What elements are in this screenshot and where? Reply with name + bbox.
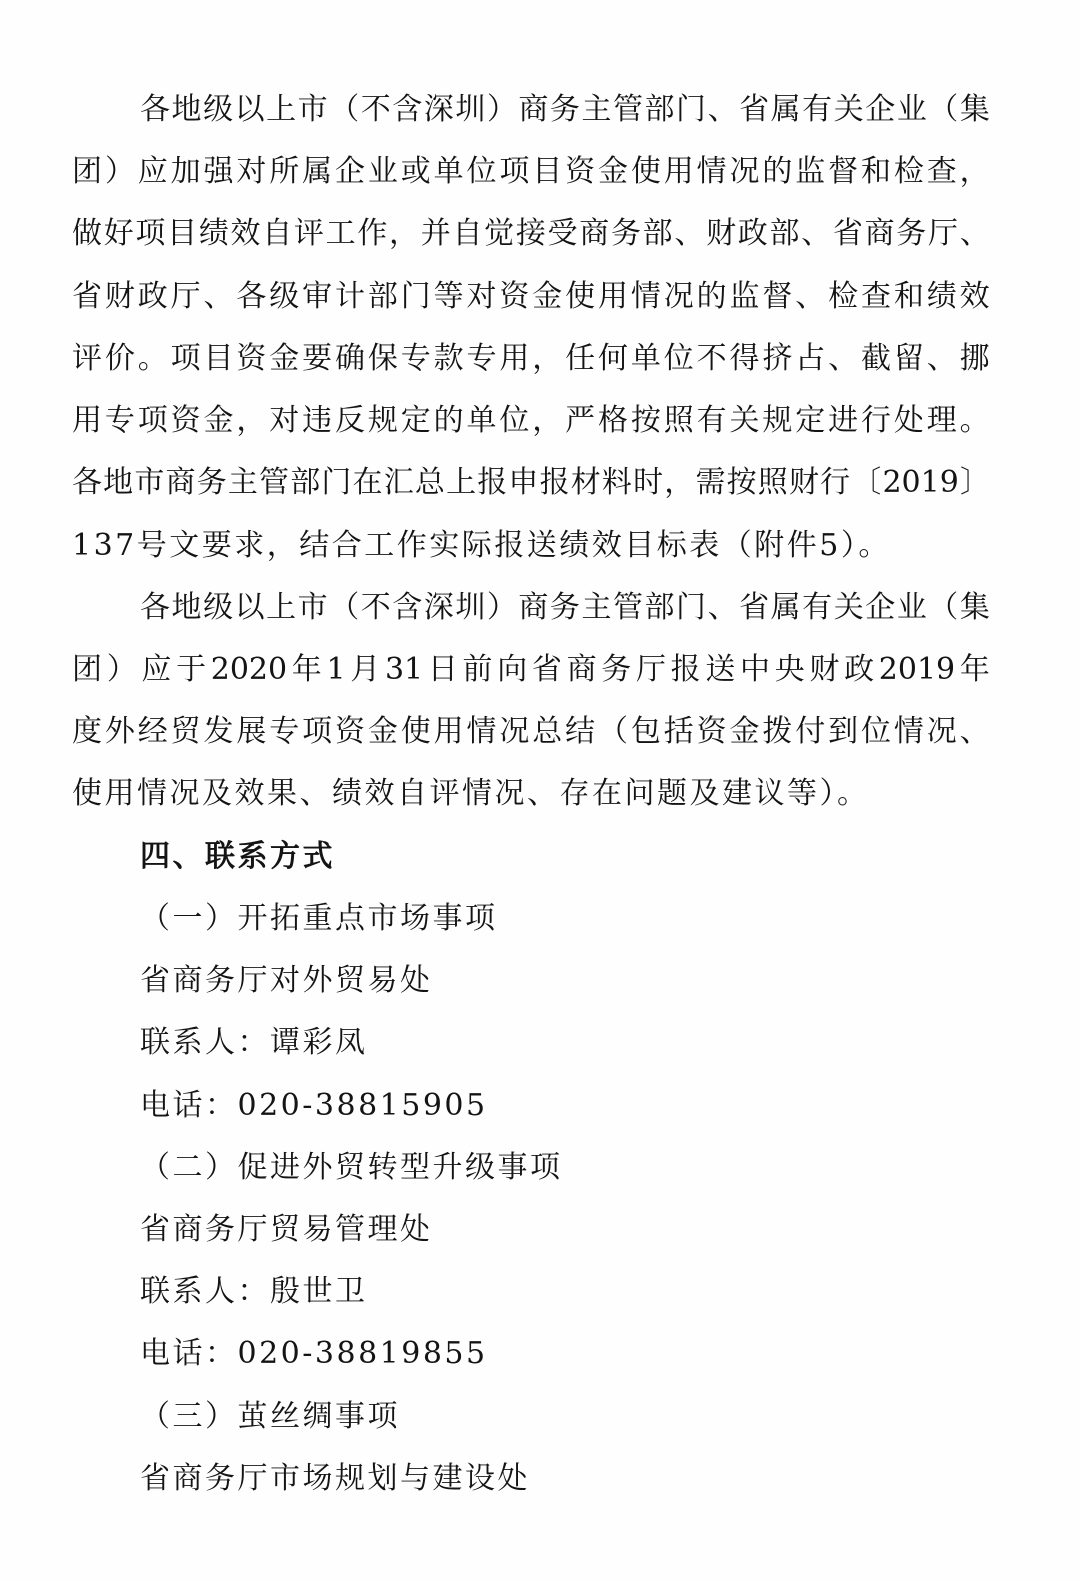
- contact-office: 省商务厅对外贸易处: [140, 963, 433, 999]
- paragraph-line: 用 专 项 资 金 ， 对 违 反 规 定 的 单 位 ， 严 格 按 照 有 关 规 定 进 行 处 理 。: [72, 403, 990, 439]
- contact-section-title: （二）促进外贸转型升级事项: [140, 1149, 563, 1185]
- paragraph-line: 各 地 市 商 务 主 管 部 门 在 汇 总 上 报 申 报 材 料 时 ， 需 按 照 财 行 〔 2019 〕: [72, 465, 990, 501]
- paragraph-line: 评 价 。 项 目 资 金 要 确 保 专 款 专 用 ， 任 何 单 位 不 得 挤 占 、 截 留 、 挪: [72, 340, 990, 376]
- paragraph-line: 137号文要求，结合工作实际报送绩效目标表（附件5）。: [72, 527, 891, 563]
- paragraph-line: 省 财 政 厅 、 各 级 审 计 部 门 等 对 资 金 使 用 情 况 的 监 督 、 检 查 和 绩 效: [72, 278, 990, 314]
- paragraph-line: 团 ） 应 加 强 对 所 属 企 业 或 单 位 项 目 资 金 使 用 情 况 的 监 督 和 检 查 ，: [72, 154, 990, 190]
- contact-person: 联系人：殷世卫: [140, 1274, 368, 1310]
- paragraph-line: 做 好 项 目 绩 效 自 评 工 作 ， 并 自 觉 接 受 商 务 部 、 财 政 部 、 省 商 务 厅 、: [72, 216, 990, 252]
- section-heading: 四、联系方式: [140, 838, 335, 874]
- contact-section-title: （三）茧丝绸事项: [140, 1398, 400, 1434]
- paragraph-line: 度 外 经 贸 发 展 专 项 资 金 使 用 情 况 总 结 （ 包 括 资 金 拨 付 到 位 情 况 、: [72, 714, 990, 750]
- contact-phone: 电话：020-38815905: [140, 1087, 488, 1123]
- document-body: [72, 79, 990, 1510]
- contact-section-title: （一）开拓重点市场事项: [140, 900, 498, 936]
- contact-phone: 电话：020-38819855: [140, 1336, 488, 1372]
- paragraph-line: 各 地 级 以 上 市 （ 不 含 深 圳 ） 商 务 主 管 部 门 、 省 属 有 关 企 业 （ 集: [140, 589, 990, 625]
- paragraph-line: 使用情况及效果、绩效自评情况、存在问题及建议等）。: [72, 776, 870, 812]
- contact-person: 联系人：谭彩凤: [140, 1025, 368, 1061]
- contact-office: 省商务厅贸易管理处: [140, 1211, 433, 1247]
- paragraph-line: 团 ） 应 于 2020 年 1 月 31 日 前 向 省 商 务 厅 报 送 中 央 财 政 2019 年: [72, 651, 990, 687]
- contact-office: 省商务厅市场规划与建设处: [140, 1460, 530, 1496]
- paragraph-line: 各 地 级 以 上 市 （ 不 含 深 圳 ） 商 务 主 管 部 门 、 省 属 有 关 企 业 （ 集: [140, 92, 990, 127]
